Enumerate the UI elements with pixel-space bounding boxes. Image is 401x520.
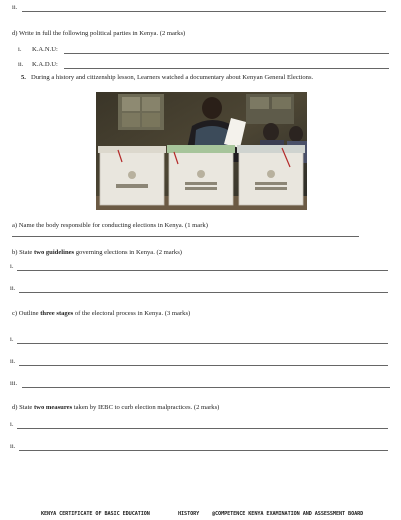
footer-middle: HISTORY: [178, 511, 200, 517]
q5d-i-label: i.: [10, 421, 14, 428]
footer-right: @COMPETENCE KENYA EXAMINATION AND ASSESSMENT BOARD: [212, 511, 364, 517]
q5c-ii-answer-line[interactable]: [19, 365, 388, 366]
q5c-suffix: of the electoral process in Kenya. (3 marks): [73, 310, 191, 317]
q5a-prompt: a) Name the body responsible for conducting elections in Kenya. (1 mark): [12, 222, 208, 229]
q5-stem: During a history and citizenship lesson, Learners watched a documentary about Kenyan General Elections.: [31, 74, 314, 81]
q5b-ii-answer-line[interactable]: [19, 292, 388, 293]
party-i-answer-line[interactable]: [64, 53, 389, 54]
q5-number: 5.: [21, 74, 26, 81]
q5d-bold: two measures: [33, 404, 73, 411]
q5a-answer-line[interactable]: [12, 236, 359, 237]
q5b-ii-label: ii.: [10, 285, 16, 292]
q5d-i-answer-line[interactable]: [17, 428, 388, 429]
q5d-suffix: taken by IEBC to curb election malpractices. (2 marks): [72, 404, 220, 411]
q4d-prompt: d) Write in full the following political parties in Kenya. (2 marks): [12, 30, 186, 37]
q5d-ii-answer-line[interactable]: [19, 450, 388, 451]
q4c-item-ii-label: ii.: [12, 4, 18, 11]
q5c-prompt: [12, 310, 190, 318]
footer-left: KENYA CERTIFICATE OF BASIC EDUCATION: [41, 511, 150, 517]
q4c-item-ii-answer-line[interactable]: [22, 11, 386, 12]
ballot-boxes-photo: [96, 92, 307, 210]
q5c-iii-answer-line[interactable]: [22, 387, 390, 388]
q5c-iii-label: iii.: [10, 380, 18, 387]
q5c-ii-label: ii.: [10, 358, 16, 365]
q5c-i-answer-line[interactable]: [17, 343, 388, 344]
party-ii-number: ii.: [18, 61, 24, 68]
q5b-prefix: b) State: [12, 249, 34, 256]
q5c-i-label: i.: [10, 336, 14, 343]
q5c-prefix: c) Outline: [12, 310, 41, 317]
q5b-i-answer-line[interactable]: [17, 270, 388, 271]
q5d-prompt: [12, 404, 219, 412]
q5b-bold: two guidelines: [33, 249, 75, 256]
q5b-prompt: [12, 249, 182, 257]
q5c-bold: three stages: [40, 310, 74, 317]
party-i-label: K.A.N.U:: [32, 46, 58, 53]
q5b-i-label: i.: [10, 263, 14, 270]
q5b-suffix: governing elections in Kenya. (2 marks): [74, 249, 182, 256]
q5d-ii-label: ii.: [10, 443, 16, 450]
q5d-prefix: d) State: [12, 404, 34, 411]
party-i-number: i.: [18, 46, 22, 53]
party-ii-answer-line[interactable]: [64, 68, 389, 69]
party-ii-label: K.A.D.U:: [32, 61, 58, 68]
